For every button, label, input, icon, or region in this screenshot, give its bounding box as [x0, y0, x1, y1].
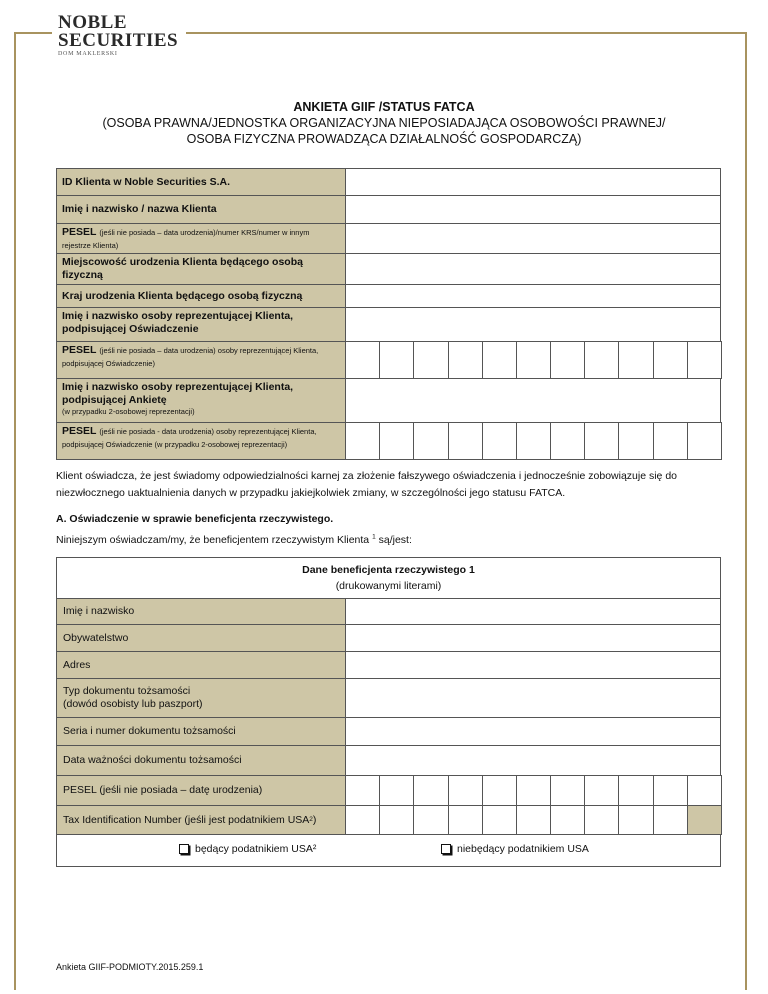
- rep-pesel-digit-box[interactable]: [653, 341, 688, 379]
- ben-doc-type-field[interactable]: [345, 678, 721, 718]
- footnote-ref-1: 1: [372, 533, 376, 541]
- client-pesel-label: PESEL (jeśli nie posiada – data urodzenia)/numer KRS/numer w innym rejestrze Klienta): [56, 223, 346, 254]
- document-title: [0, 99, 768, 147]
- checkbox-not-us-taxpayer[interactable]: [441, 844, 451, 854]
- ben-tin-label: Tax Identification Number (jeśli jest podatnikiem USA 2 ): [56, 805, 346, 835]
- rep2-pesel-digit-box[interactable]: [379, 422, 414, 460]
- beneficiary-subtitle: (drukowanymi literami): [335, 580, 442, 592]
- rep-pesel-digit-box[interactable]: [618, 341, 653, 379]
- client-pesel-field[interactable]: [345, 223, 721, 254]
- client-id-label: ID Klienta w Noble Securities S.A.: [56, 168, 346, 196]
- ben-doc-number-field[interactable]: [345, 717, 721, 746]
- ben-pesel-digit-box[interactable]: [413, 775, 448, 806]
- ben-tin-digit-box[interactable]: [413, 805, 448, 835]
- birthplace-field[interactable]: [345, 253, 721, 285]
- title-line2: (OSOBA PRAWNA/JEDNOSTKA ORGANIZACYJNA NIEPOSIADAJĄCA OSOBOWOŚCI PRAWNEJ/: [102, 116, 666, 130]
- rep2-pesel-digit-box[interactable]: [516, 422, 551, 460]
- rep2-pesel-label: PESEL (jeśli nie posiada - data urodzenia) osoby reprezentującej Klienta, podpisującej Oświadczenie (w przypadku 2-osobowej reprezentacji): [56, 422, 346, 460]
- section-a-heading: A. Oświadczenie w sprawie beneficjenta rzeczywistego.: [56, 513, 334, 525]
- beneficiary-title: Dane beneficjenta rzeczywistego 1: [302, 564, 475, 576]
- ben-citizenship-field[interactable]: [345, 624, 721, 652]
- us-taxpayer-row: [56, 834, 721, 867]
- rep-pesel-label: PESEL (jeśli nie posiada – data urodzenia) osoby reprezentującej Klienta, podpisującej Oświadczenie): [56, 341, 346, 379]
- rep2-pesel-digit-box[interactable]: [687, 422, 722, 460]
- ben-doc-expiry-label: Data ważności dokumentu tożsamości: [56, 745, 346, 776]
- ben-tin-note-close: ): [312, 813, 317, 826]
- birthplace-label: Miejscowość urodzenia Klienta będącego osobą fizyczną: [56, 253, 346, 285]
- rep-pesel-digit-box[interactable]: [413, 341, 448, 379]
- ben-pesel-digit-box[interactable]: [584, 775, 619, 806]
- rep-pesel-digit-box[interactable]: [550, 341, 585, 379]
- rep-pesel-digit-box[interactable]: [379, 341, 414, 379]
- ben-tin-digit-box[interactable]: [448, 805, 483, 835]
- logo-text-line3: DOM MAKLERSKI: [58, 51, 118, 57]
- ben-tin-digit-box[interactable]: [345, 805, 380, 835]
- rep2-pesel-digit-box[interactable]: [345, 422, 380, 460]
- rep-pesel-digit-box[interactable]: [584, 341, 619, 379]
- ben-pesel-digit-box[interactable]: [618, 775, 653, 806]
- rep-pesel-digit-box[interactable]: [482, 341, 517, 379]
- ben-doc-expiry-field[interactable]: [345, 745, 721, 776]
- client-name-field[interactable]: [345, 195, 721, 224]
- rep-pesel-digit-box[interactable]: [345, 341, 380, 379]
- logo-text-line1: NOBLE: [58, 12, 128, 33]
- ben-address-field[interactable]: [345, 651, 721, 679]
- ben-tin-digit-box: [687, 805, 722, 835]
- rep2-pesel-digit-box[interactable]: [413, 422, 448, 460]
- frame-line-left: [14, 32, 16, 990]
- rep2-name-field[interactable]: [345, 378, 721, 423]
- ben-tin-digit-box[interactable]: [482, 805, 517, 835]
- ben-pesel-digit-box[interactable]: [379, 775, 414, 806]
- section-a-intro-text-end: są/jest:: [378, 534, 412, 546]
- ben-tin-digit-box[interactable]: [653, 805, 688, 835]
- section-a-intro: [56, 532, 716, 549]
- ben-doc-type-label: Typ dokumentu tożsamości (dowód osobisty lub paszport): [56, 678, 346, 718]
- ben-citizenship-label: Obywatelstwo: [56, 624, 346, 652]
- frame-line-top: [14, 32, 52, 34]
- ben-tin-digit-box[interactable]: [516, 805, 551, 835]
- ben-pesel-digit-box[interactable]: [653, 775, 688, 806]
- option-not-us-taxpayer[interactable]: [441, 843, 589, 855]
- beneficiary-header: [56, 557, 721, 599]
- rep2-pesel-digit-box[interactable]: [653, 422, 688, 460]
- ben-name-field[interactable]: [345, 598, 721, 625]
- client-id-field[interactable]: [345, 168, 721, 196]
- rep-name-label: Imię i nazwisko osoby reprezentującej Klienta, podpisującej Oświadczenie: [56, 307, 346, 342]
- ben-pesel-digit-box[interactable]: [345, 775, 380, 806]
- rep2-pesel-digit-box[interactable]: [448, 422, 483, 460]
- ben-tin-digit-box[interactable]: [584, 805, 619, 835]
- declaration-text: Klient oświadcza, że jest świadomy odpowiedzialności karnej za złożenie fałszywego oświadczenia i jednocześnie zobowiązuje się do niezwłocznego uaktualnienia danych w przypadku jakiejkolwiek zmiany, w szczególności jego statusu FATCA.: [56, 470, 677, 499]
- checkbox-us-taxpayer[interactable]: [179, 844, 189, 854]
- option-not-us-taxpayer-label: niebędący podatnikiem USA: [457, 843, 589, 855]
- section-a-intro-text: Niniejszym oświadczam/my, że beneficjentem rzeczywistym Klienta: [56, 534, 370, 546]
- title-line3: OSOBA FIZYCZNA PROWADZĄCA DZIAŁALNOŚĆ GOSPODARCZĄ): [186, 132, 582, 146]
- ben-pesel-digit-box[interactable]: [448, 775, 483, 806]
- ben-pesel-digit-box[interactable]: [550, 775, 585, 806]
- logo-text-line2: SECURITIES: [58, 30, 179, 51]
- ben-tin-digit-box[interactable]: [379, 805, 414, 835]
- ben-pesel-digit-box[interactable]: [687, 775, 722, 806]
- option-us-taxpayer-label: będący podatnikiem USA²: [195, 843, 317, 855]
- ben-tin-label-text: Tax Identification Number: [63, 813, 182, 826]
- ben-pesel-label: PESEL (jeśli nie posiada – datę urodzenia): [56, 775, 346, 806]
- rep-pesel-digit-box[interactable]: [687, 341, 722, 379]
- rep-name-field[interactable]: [345, 307, 721, 342]
- rep2-pesel-digit-box[interactable]: [618, 422, 653, 460]
- company-logo: [58, 14, 178, 57]
- frame-line-right: [745, 32, 747, 990]
- birth-country-label: Kraj urodzenia Klienta będącego osobą fizyczną: [56, 284, 346, 308]
- rep2-pesel-digit-box[interactable]: [584, 422, 619, 460]
- rep2-name-label: Imię i nazwisko osoby reprezentującej Klienta, podpisującej Ankietę (w przypadku 2-osobowej reprezentacji): [56, 378, 346, 423]
- ben-address-label: Adres: [56, 651, 346, 679]
- birth-country-field[interactable]: [345, 284, 721, 308]
- option-us-taxpayer[interactable]: [179, 843, 316, 855]
- document-code: Ankieta GIIF-PODMIOTY.2015.259.1: [56, 962, 204, 972]
- ben-pesel-digit-box[interactable]: [516, 775, 551, 806]
- rep-pesel-digit-box[interactable]: [448, 341, 483, 379]
- rep-pesel-digit-box[interactable]: [516, 341, 551, 379]
- frame-line-top-right: [186, 32, 747, 34]
- rep2-pesel-digit-box[interactable]: [482, 422, 517, 460]
- ben-tin-note: (jeśli jest podatnikiem USA: [184, 813, 310, 826]
- client-name-label: Imię i nazwisko / nazwa Klienta: [56, 195, 346, 224]
- title-line1: ANKIETA GIIF /STATUS FATCA: [293, 100, 475, 114]
- ben-doc-number-label: Seria i numer dokumentu tożsamości: [56, 717, 346, 746]
- ben-name-label: Imię i nazwisko: [56, 598, 346, 625]
- ben-tin-digit-box[interactable]: [618, 805, 653, 835]
- ben-pesel-digit-box[interactable]: [482, 775, 517, 806]
- ben-tin-digit-box[interactable]: [550, 805, 585, 835]
- rep2-pesel-digit-box[interactable]: [550, 422, 585, 460]
